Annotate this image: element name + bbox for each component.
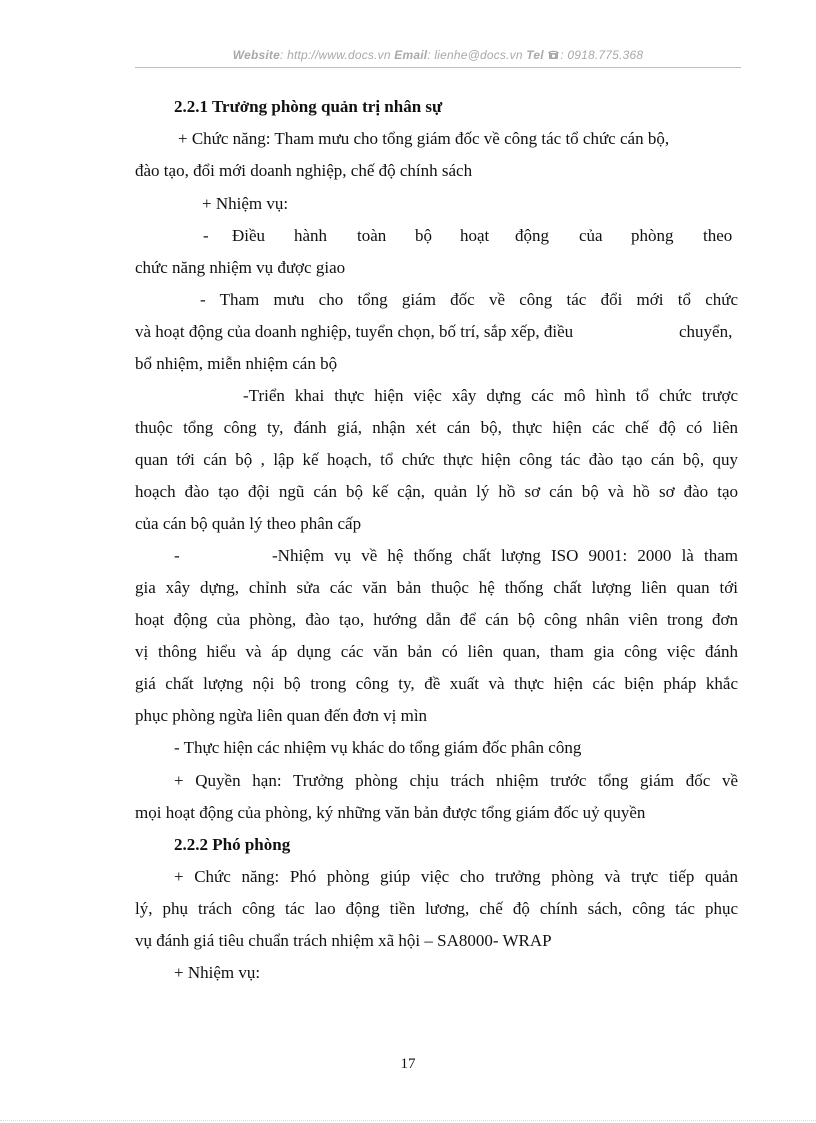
- text-line: chức năng nhiệm vụ được giao: [135, 258, 346, 277]
- text-line: [135, 321, 738, 343]
- word: hoạt: [460, 226, 490, 245]
- word: hành: [294, 226, 328, 245]
- text-line: mọi hoạt động của phòng, ký những văn bản được tổng giám đốc uỷ quyền: [135, 803, 646, 822]
- text-fragment: -: [174, 546, 180, 565]
- word: phòng: [631, 226, 674, 245]
- text-line: lý, phụ trách công tác lao động tiền lương, chế độ chính sách, công tác phục: [135, 899, 738, 918]
- text-line: quan tới cán bộ , lập kế hoạch, tổ chức thực hiện công tác đào tạo cán bộ, quy: [135, 450, 738, 469]
- text-line: giá chất lượng nội bộ trong công ty, đề xuất và thực hiện các biện pháp khắc: [135, 674, 738, 693]
- word: toàn: [357, 226, 387, 245]
- word: động: [515, 226, 549, 245]
- text-line: + Nhiệm vụ:: [174, 963, 261, 982]
- text-fragment: chuyển,: [679, 322, 733, 341]
- text-line: phục phòng ngừa liên quan đến đơn vị mìn: [135, 706, 428, 725]
- text-fragment: và hoạt động của doanh nghiệp, tuyển chọn, bố trí, sắp xếp, điều: [135, 322, 574, 341]
- website-label: Website: [232, 48, 280, 62]
- text-line: hoạch đào tạo đội ngũ cán bộ kế cận, quản lý hồ sơ cán bộ và hồ sơ đào tạo: [135, 482, 738, 501]
- text-line: + Quyền hạn: Trưởng phòng chịu trách nhiệm trước tổng giám đốc về: [174, 771, 738, 790]
- text-line: + Nhiệm vụ:: [202, 194, 289, 213]
- email-value: : lienhe@docs.vn: [427, 48, 523, 62]
- phone-icon: [547, 49, 560, 60]
- word: bộ: [415, 226, 432, 245]
- tel-value: : 0918.775.368: [560, 48, 644, 62]
- page-header: [135, 48, 741, 62]
- text-line: + Chức năng: Phó phòng giúp việc cho trưởng phòng và trực tiếp quản: [174, 867, 738, 886]
- bottom-divider: [0, 1120, 816, 1121]
- text-line: thuộc tổng công ty, đánh giá, nhận xét cán bộ, thực hiện các chế độ có liên: [135, 418, 738, 437]
- website-value: : http://www.docs.vn: [280, 48, 391, 62]
- text-line: hoạt động của phòng, đào tạo, hướng dẫn để cán bộ công nhân viên trong đơn: [135, 610, 738, 629]
- text-line: vụ đánh giá tiêu chuẩn trách nhiệm xã hội – SA8000- WRAP: [135, 931, 552, 950]
- email-label: Email: [394, 48, 428, 62]
- section-heading-2-2-2: 2.2.2 Phó phòng: [174, 835, 291, 854]
- word: -: [203, 226, 209, 245]
- word: của: [579, 226, 603, 245]
- text-line: vị thông hiểu và áp dụng các văn bản có liên quan, tham gia công việc đánh: [135, 642, 738, 661]
- text-line: -Triển khai thực hiện việc xây dựng các mô hình tổ chức trược: [243, 386, 738, 405]
- header-rule: [135, 67, 741, 68]
- text-line: + Chức năng: Tham mưu cho tổng giám đốc về công tác tổ chức cán bộ,: [178, 129, 670, 148]
- text-line: gia xây dựng, chỉnh sửa các văn bản thuộc hệ thống chất lượng liên quan tới: [135, 578, 738, 597]
- tel-label: Tel: [526, 48, 544, 62]
- text-line: của cán bộ quản lý theo phân cấp: [135, 514, 362, 533]
- section-heading-2-2-1: 2.2.1 Trưởng phòng quản trị nhân sự: [174, 97, 443, 116]
- text-line: đào tạo, đổi mới doanh nghiệp, chế độ chính sách: [135, 161, 473, 180]
- word: Điều: [232, 226, 266, 245]
- text-line: - Thực hiện các nhiệm vụ khác do tổng giám đốc phân công: [174, 738, 582, 757]
- text-line: bổ nhiệm, miễn nhiệm cán bộ: [135, 354, 338, 373]
- text-fragment: -Nhiệm vụ về hệ thống chất lượng ISO 9001: 2000 là tham: [272, 546, 738, 565]
- text-line: - Tham mưu cho tổng giám đốc về công tác đổi mới tổ chức: [200, 290, 738, 309]
- page-number: 17: [400, 1056, 416, 1072]
- word: theo: [703, 226, 733, 245]
